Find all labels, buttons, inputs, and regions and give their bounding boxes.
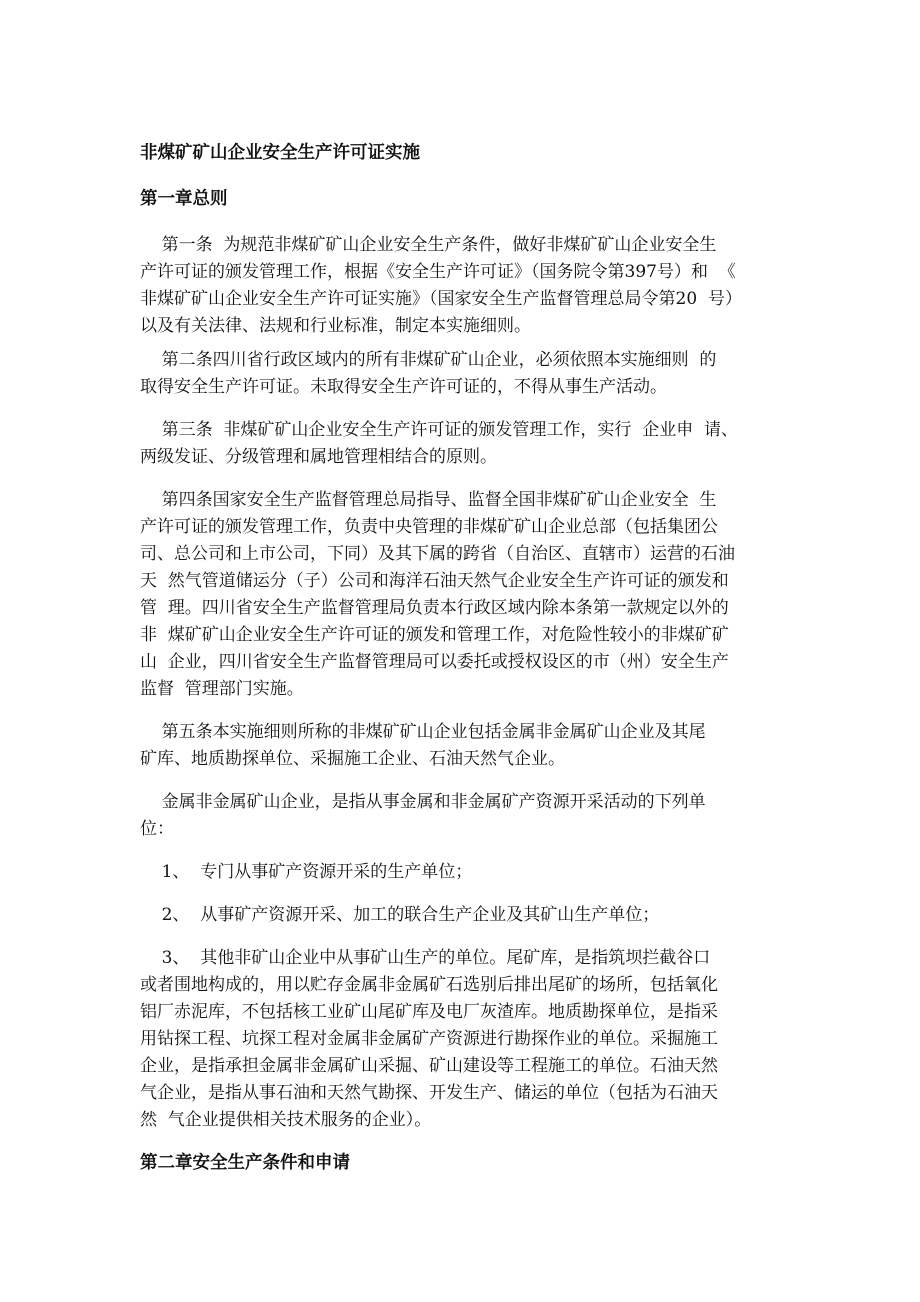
paragraph-line: 天 然气管道储运分（子）公司和海洋石油天然气企业安全生产许可证的颁发和 <box>140 571 729 591</box>
paragraph-line: 两级发证、分级管理和属地管理相结合的原则。 <box>140 447 497 467</box>
paragraph-line: 非煤矿矿山企业安全生产许可证实施》（国家安全生产监督管理总局令第20 号） <box>140 289 742 309</box>
paragraph-line: 或者围地构成的，用以贮存金属非金属矿石选别后排出尾矿的场所，包括氧化 <box>140 975 718 995</box>
paragraph-line: 气企业，是指从事石油和天然气勘探、开发生产、储运的单位（包括为石油天 <box>140 1083 718 1103</box>
paragraph-line: 然 气企业提供相关技术服务的企业）。 <box>140 1110 432 1130</box>
paragraph-line: 用钻探工程、坑探工程对金属非金属矿产资源进行勘探作业的单位。采掘施工 <box>140 1029 718 1049</box>
paragraph-line: 3、 其他非矿山企业中从事矿山生产的单位。尾矿库，是指筑坝拦截谷口 <box>140 948 711 968</box>
paragraph-line: 铝厂赤泥库，不包括核工业矿山尾矿库及电厂灰渣库。地质勘探单位，是指采 <box>140 1002 718 1022</box>
paragraph-line: 企业，是指承担金属非金属矿山采掘、矿山建设等工程施工的单位。石油天然 <box>140 1056 718 1076</box>
paragraph-line: 监督 管理部门实施。 <box>140 679 304 699</box>
paragraph-line: 产许可证的颁发管理工作，根据《安全生产许可证》（国务院令第397号）和 《 <box>140 262 736 282</box>
paragraph-line: 管 理。四川省安全生产监督管理局负责本行政区域内除本条第一款规定以外的 <box>140 598 729 618</box>
paragraph-line: 非 煤矿矿山企业安全生产许可证的颁发和管理工作，对危险性较小的非煤矿矿 <box>140 625 729 645</box>
chapter-2-heading: 第二章安全生产条件和申请 <box>140 1153 350 1173</box>
paragraph-line: 第四条国家安全生产监督管理总局指导、监督全国非煤矿矿山企业安全 生 <box>140 490 717 510</box>
list-item-2: 2、 从事矿产资源开采、加工的联合生产企业及其矿山生产单位； <box>140 905 660 925</box>
paragraph-line: 金属非金属矿山企业，是指从事金属和非金属矿产资源开采活动的下列单 <box>140 792 706 812</box>
paragraph-line: 产许可证的颁发管理工作，负责中央管理的非煤矿矿山企业总部（包括集团公 <box>140 517 718 537</box>
paragraph-line: 以及有关法律、法规和行业标准，制定本实施细则。 <box>140 316 531 336</box>
document-title: 非煤矿矿山企业安全生产许可证实施 <box>140 143 420 163</box>
paragraph-line: 矿库、地质勘探单位、采掘施工企业、石油天然气企业。 <box>140 749 565 769</box>
paragraph-line: 山 企业，四川省安全生产监督管理局可以委托或授权设区的市（州）安全生产 <box>140 652 729 672</box>
paragraph-line: 第二条四川省行政区域内的所有非煤矿矿山企业，必须依照本实施细则 的 <box>140 350 717 370</box>
paragraph-line: 取得安全生产许可证。未取得安全生产许可证的，不得从事生产活动。 <box>140 377 667 397</box>
paragraph-line: 司、总公司和上市公司，下同）及其下属的跨省（自治区、直辖市）运营的石油 <box>140 544 735 564</box>
paragraph-line: 位： <box>140 819 174 839</box>
paragraph-line: 第三条 非煤矿矿山企业安全生产许可证的颁发管理工作，实行 企业申 请、 <box>140 420 739 440</box>
chapter-1-heading: 第一章总则 <box>140 189 228 209</box>
list-item-1: 1、 专门从事矿产资源开采的生产单位； <box>140 862 473 882</box>
paragraph-line: 第五条本实施细则所称的非煤矿矿山企业包括金属非金属矿山企业及其尾 <box>140 722 706 742</box>
paragraph-line: 第一条 为规范非煤矿矿山企业安全生产条件，做好非煤矿矿山企业安全生 <box>140 235 717 255</box>
